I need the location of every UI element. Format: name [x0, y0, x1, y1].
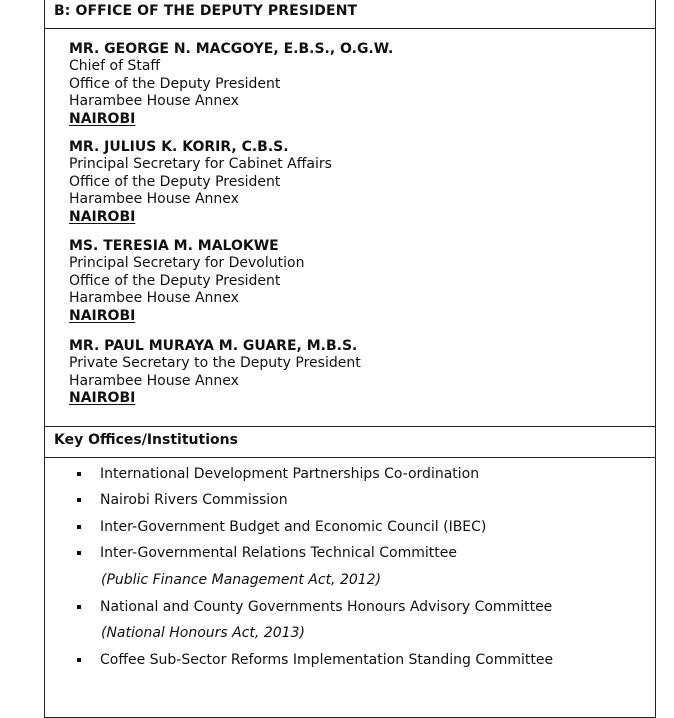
official-city: NAIROBI [69, 390, 136, 407]
official-city: NAIROBI [69, 110, 136, 127]
list-item-text: National and County Governments Honours Advisory Committee [100, 599, 553, 615]
official-office: Office of the Deputy President [69, 272, 281, 289]
officials-list [45, 29, 655, 427]
act-reference: (National Honours Act, 2013) [101, 625, 305, 641]
official-entry [69, 139, 332, 226]
official-title: Chief of Staff [69, 58, 161, 75]
official-name: MR. JULIUS K. KORIR, C.B.S. [69, 139, 289, 155]
list-item-text: Inter-Government Budget and Economic Council (IBEC) [100, 519, 487, 535]
official-address: Harambee House Annex [69, 290, 239, 307]
official-title: Private Secretary to the Deputy President [69, 355, 361, 372]
official-city: NAIROBI [69, 307, 136, 324]
act-reference: (Public Finance Management Act, 2012) [101, 572, 382, 588]
section-header [45, 0, 655, 29]
list-item-text: Nairobi Rivers Commission [100, 492, 288, 508]
official-address: Harambee House Annex [69, 191, 239, 208]
section-title: B: OFFICE OF THE DEPUTY PRESIDENT [54, 3, 358, 19]
key-offices-title: Key Offices/Institutions [54, 432, 238, 448]
bullet-icon [77, 525, 81, 529]
official-entry [69, 238, 304, 325]
official-office: Office of the Deputy President [69, 173, 281, 190]
official-name: MR. GEORGE N. MACGOYE, E.B.S., O.G.W. [69, 41, 394, 57]
official-city: NAIROBI [69, 208, 136, 225]
official-name: MR. PAUL MURAYA M. GUARE, M.B.S. [69, 338, 358, 354]
bullet-icon [77, 551, 81, 555]
list-item-text: Coffee Sub-Sector Reforms Implementation Standing Committee [100, 652, 554, 668]
key-offices-header [45, 427, 655, 458]
bullet-icon [77, 658, 81, 662]
list-item-text: Inter-Governmental Relations Technical Committee [100, 545, 457, 561]
bullet-icon [77, 605, 81, 609]
document-table [44, 0, 656, 718]
bullet-icon [77, 472, 81, 476]
official-name: MS. TERESIA M. MALOKWE [69, 238, 279, 254]
official-entry [69, 338, 361, 408]
official-address: Harambee House Annex [69, 93, 239, 110]
official-entry [69, 41, 393, 128]
list-item-text: International Development Partnerships Co-ordination [100, 466, 480, 482]
official-title: Principal Secretary for Devolution [69, 255, 305, 272]
bullet-icon [77, 498, 81, 502]
official-title: Principal Secretary for Cabinet Affairs [69, 156, 332, 173]
official-address: Harambee House Annex [69, 372, 239, 389]
official-office: Office of the Deputy President [69, 75, 281, 92]
